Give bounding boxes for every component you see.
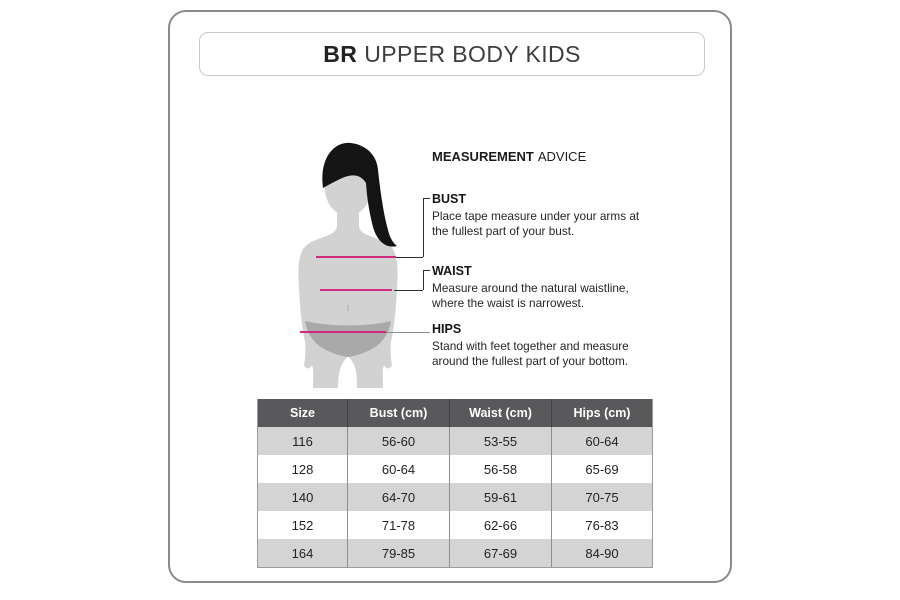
bust-connector-horizontal: [396, 257, 423, 258]
hips-advice-section: [432, 322, 629, 369]
hips-label: HIPS: [432, 322, 462, 336]
size-table-header-hips: Hips (cm): [552, 399, 652, 427]
table-cell-hips: 65-69: [552, 455, 652, 483]
table-cell-waist: 59-61: [450, 483, 552, 511]
page-title: UPPER BODY KIDS: [364, 40, 581, 67]
table-cell-size: 116: [258, 427, 348, 455]
measurement-advice-heading: [432, 149, 586, 164]
table-cell-waist: 67-69: [450, 539, 552, 567]
size-table-header-size: Size: [258, 399, 348, 427]
table-cell-bust: 79-85: [348, 539, 450, 567]
waist-advice-text: where the waist is narrowest.: [432, 296, 585, 310]
hips-advice-text: around the fullest part of your bottom.: [432, 354, 629, 368]
hips-advice-text: Stand with feet together and measure: [432, 339, 629, 353]
waist-connector-line: [423, 270, 430, 290]
table-cell-size: 128: [258, 455, 348, 483]
table-cell-hips: 76-83: [552, 511, 652, 539]
table-cell-bust: 71-78: [348, 511, 450, 539]
measurement-advice-heading-bold: MEASUREMENT: [432, 149, 534, 164]
size-guide-card: [168, 10, 732, 583]
brand-label: BR: [323, 40, 358, 67]
waist-connector-horizontal: [394, 290, 423, 291]
waist-label: WAIST: [432, 264, 472, 278]
bust-advice-text: Place tape measure under your arms at: [432, 209, 640, 223]
waist-advice-section: [432, 264, 629, 311]
bust-advice-section: [432, 192, 639, 239]
bust-label: BUST: [432, 192, 467, 206]
table-cell-bust: 60-64: [348, 455, 450, 483]
size-table-header-bust: Bust (cm): [348, 399, 450, 427]
hips-connector-line: [386, 332, 430, 333]
size-table: [257, 399, 653, 568]
table-cell-hips: 60-64: [552, 427, 652, 455]
title-box: [199, 32, 705, 76]
table-cell-size: 164: [258, 539, 348, 567]
table-cell-size: 140: [258, 483, 348, 511]
waist-advice-text: Measure around the natural waistline,: [432, 281, 629, 295]
table-cell-bust: 56-60: [348, 427, 450, 455]
table-cell-waist: 56-58: [450, 455, 552, 483]
table-cell-size: 152: [258, 511, 348, 539]
table-cell-hips: 84-90: [552, 539, 652, 567]
girl-silhouette-illustration: [290, 138, 410, 390]
size-table-header-waist: Waist (cm): [450, 399, 552, 427]
bust-advice-text: the fullest part of your bust.: [432, 224, 575, 238]
bust-connector-line: [423, 198, 430, 257]
table-cell-waist: 53-55: [450, 427, 552, 455]
table-cell-bust: 64-70: [348, 483, 450, 511]
measurement-advice-heading-rest: ADVICE: [537, 149, 587, 164]
table-cell-waist: 62-66: [450, 511, 552, 539]
table-cell-hips: 70-75: [552, 483, 652, 511]
